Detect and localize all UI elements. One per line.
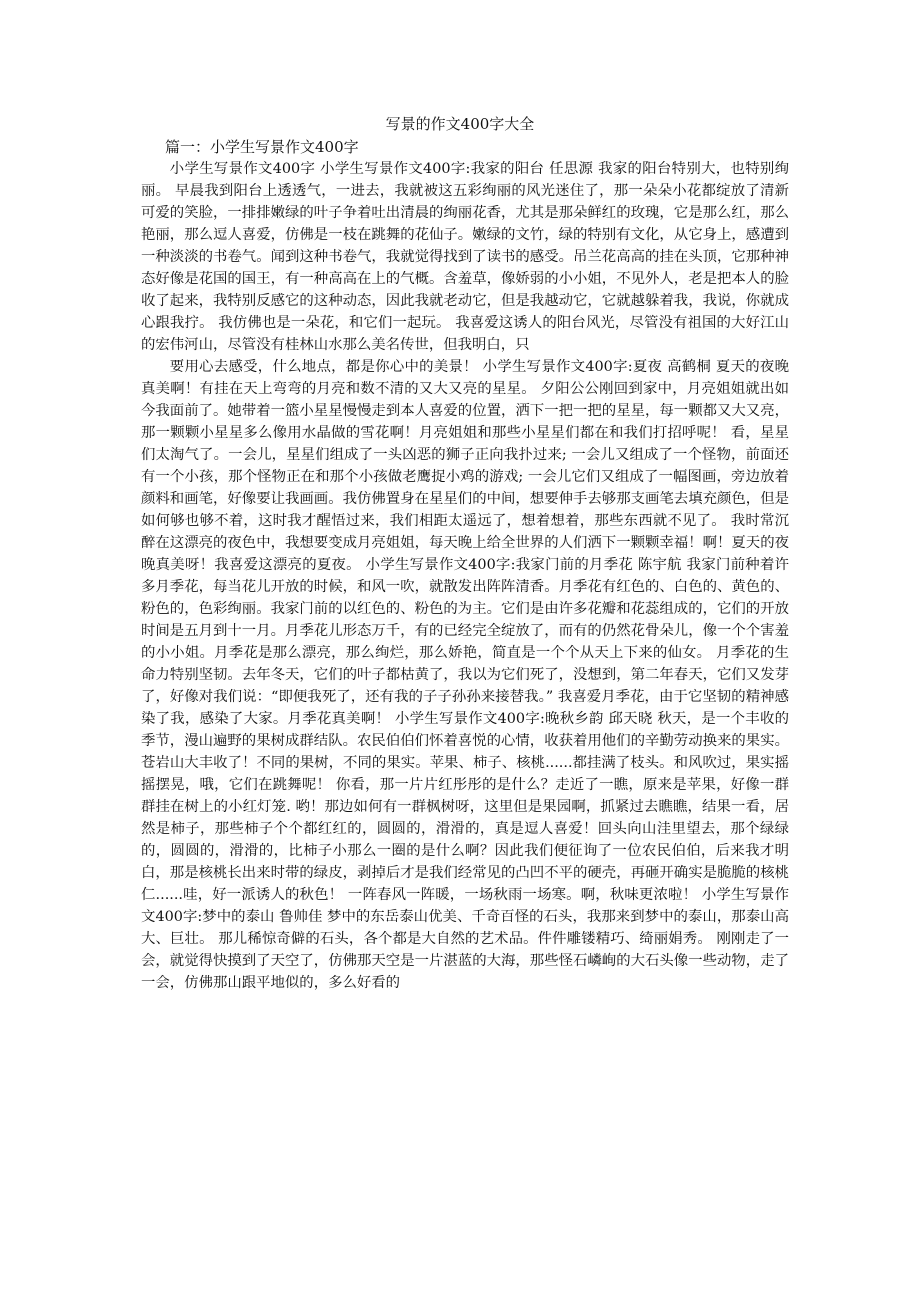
document-body — [141, 158, 789, 994]
document-title: 写景的作文400字大全 — [385, 115, 535, 133]
section-heading: 篇一：小学生写景作文400字 — [165, 138, 359, 156]
paragraph-1: 小学生写景作文400字 小学生写景作文400字:我家的阳台 任思源 我家的阳台特别大，也特别绚丽。 早晨我到阳台上透透气，一进去，我就被这五彩绚丽的风光迷住了，那一朵朵小花都绽放了清新可爱的笑脸，一排排嫩绿的叶子争着吐出清晨的绚丽花香，尤其是那朵鲜红的玫瑰，它是那么红，那么艳丽，那么逗人喜爱，仿佛是一枝在跳舞的花仙子。嫩绿的文竹，绿的特别有文化，从它身上，感遭到一种淡淡的书卷气。闻到这种书卷气，我就觉得找到了读书的感受。吊兰花高高的挂在头顶，它那种神态好像是花国的国王，有一种高高在上的气概。含羞草，像娇弱的小小姐，不见外人，老是把本人的脸收了起来，我特别反感它的这种动态，因此我就老动它，但是我越动它，它就越躲着我，我说，你就成心跟我拧。 我仿佛也是一朵花，和它们一起玩。 我喜爱这诱人的阳台风光，尽管没有祖国的大好江山的宏伟河山，尽管没有桂林山水那么美名传世，但我明白，只 — [141, 161, 789, 353]
paragraph-2: 要用心去感受，什么地点，都是你心中的美景！ 小学生写景作文400字:夏夜 高鹤桐 夏天的夜晚真美啊！有挂在天上弯弯的月亮和数不清的又大又亮的星星。 夕阳公公刚回到家中，月亮姐姐就出如今我面前了。她带着一篮小星星慢慢走到本人喜爱的位置，洒下一把一把的星星，每一颗都又大又亮，那一颗颗小星星多么像用水晶做的雪花啊！月亮姐姐和那些小星星们都在和我们打招呼呢！ 看，星星们太淘气了。一会儿，星星们组成了一头凶恶的狮子正向我扑过来; 一会儿又组成了一个怪物，前面还有一个小孩，那个怪物正在和那个小孩做老鹰捉小鸡的游戏; 一会儿它们又组成了一幅图画，旁边放着颜料和画笔，好像要让我画画。我仿佛置身在星星们的中间，想要伸手去够那支画笔去填充颜色，但是如何够也够不着，这时我才醒悟过来，我们相距太遥远了，想着想着，那些东西就不见了。 我时常沉醉在这漂亮的夜色中，我想要变成月亮姐姐，每天晚上给全世界的人们洒下一颗颗幸福！啊！夏天的夜晚真美呀！我喜爱这漂亮的夏夜。 小学生写景作文400字:我家门前的月季花 陈宇航 我家门前种着许多月季花，每当花儿开放的时候，和风一吹，就散发出阵阵清香。月季花有红色的、白色的、黄色的、粉色的，色彩绚丽。我家门前的以红色的、粉色的为主。它们是由许多花瓣和花蕊组成的，它们的开放时间是五月到十一月。月季花儿形态万千，有的已经完全绽放了，而有的仍然花骨朵儿，像一个个害羞的小小姐。月季花是那么漂亮，那么绚烂，那么娇艳，简直是一个个从天上下来的仙女。 月季花的生命力特别坚韧。去年冬天，它们的叶子都枯黄了，我以为它们死了，没想到，第二年春天，它们又发芽了，好像对我们说：“即便我死了，还有我的子子孙孙来接替我。” 我喜爱月季花，由于它坚韧的精神感染了我，感染了大家。月季花真美啊！ 小学生写景作文400字:晚秋乡韵 邱天晓 秋天，是一个丰收的季节，漫山遍野的果树成群结队。农民伯伯们怀着喜悦的心情，收获着用他们的辛勤劳动换来的果实。 苍岩山大丰收了！不同的果树，不同的果实。苹果、柿子、核桃......都挂满了枝头。和风吹过，果实摇摇摆晃，哦，它们在跳舞呢！ 你看，那一片片红彤彤的是什么？走近了一瞧，原来是苹果，好像一群群挂在树上的小红灯笼. 哟！那边如何有一群枫树呀，这里但是果园啊，抓紧过去瞧瞧，结果一看，居然是柿子，那些柿子个个都红红的，圆圆的，滑滑的，真是逗人喜爱！回头向山洼里望去，那个绿绿的，圆圆的，滑滑的，比柿子小那么一圈的是什么啊？因此我们便征询了一位农民伯伯，后来我才明白，那是核桃长出来时带的绿皮，剥掉后才是我们经常见的凸凹不平的硬壳，再砸开确实是脆脆的核桃仁......哇，好一派诱人的秋色！ 一阵春风一阵暖，一场秋雨一场寒。啊，秋味更浓啦！ 小学生写景作文400字:梦中的泰山 鲁帅佳 梦中的东岳泰山优美、千奇百怪的石头，我那来到梦中的泰山，那泰山高大、巨壮。 那儿稀惊奇僻的石头，各个都是大自然的艺术品。件件雕镂精巧、绮丽娟秀。 刚刚走了一会，就觉得快摸到了天空了，仿佛那天空是一片湛蓝的大海，那些怪石嶙峋的大石头像一些动物，走了一会，仿佛那山跟平地似的，多么好看的 — [141, 359, 789, 991]
